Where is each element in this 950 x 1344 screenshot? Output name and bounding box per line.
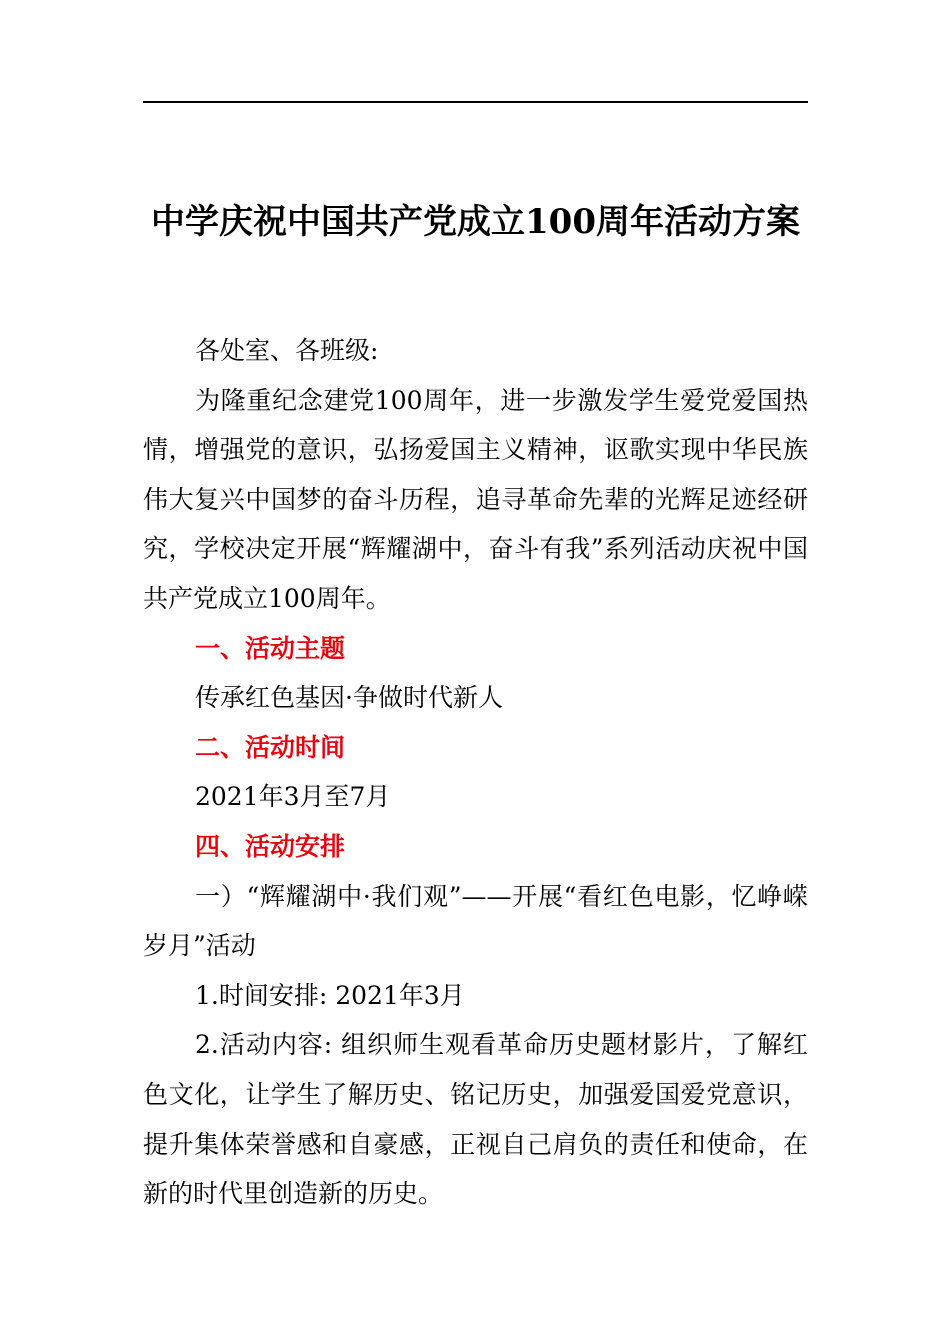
document-body (143, 326, 808, 1219)
arrangement-item-title: 一）“辉耀湖中·我们观”——开展“看红色电影，忆峥嵘岁月”活动 (143, 881, 808, 961)
document-title: 中学庆祝中国共产党成立100周年活动方案 (151, 202, 800, 242)
salutation: 各处室、各班级: (195, 336, 379, 365)
section-heading-theme: 一、活动主题 (195, 633, 346, 663)
section-text-theme: 传承红色基因·争做时代新人 (195, 683, 503, 713)
intro-paragraph: 为隆重纪念建党100周年，进一步激发学生爱党爱国热情，增强党的意识，弘扬爱国主义精神，讴歌实现中华民族伟大复兴中国梦的奋斗历程，追寻革命先辈的光辉足迹经研究，学校决定开展“辉耀湖中，奋斗有我”系列活动庆祝中国共产党成立100周年。 (143, 385, 808, 613)
arrangement-time: 1.时间安排: 2021年3月 (195, 980, 465, 1010)
section-text-time: 2021年3月至7月 (195, 782, 391, 812)
section-heading-time: 二、活动时间 (195, 732, 346, 762)
section-heading-arrangement: 四、活动安排 (195, 831, 346, 861)
arrangement-content: 2.活动内容: 组织师生观看革命历史题材影片，了解红色文化，让学生了解历史、铭记历史，加强爱国爱党意识，提升集体荣誉感和自豪感，正视自己肩负的责任和使命，在新的时代里创造新的历史。 (143, 1030, 808, 1209)
header-rule (143, 101, 808, 103)
